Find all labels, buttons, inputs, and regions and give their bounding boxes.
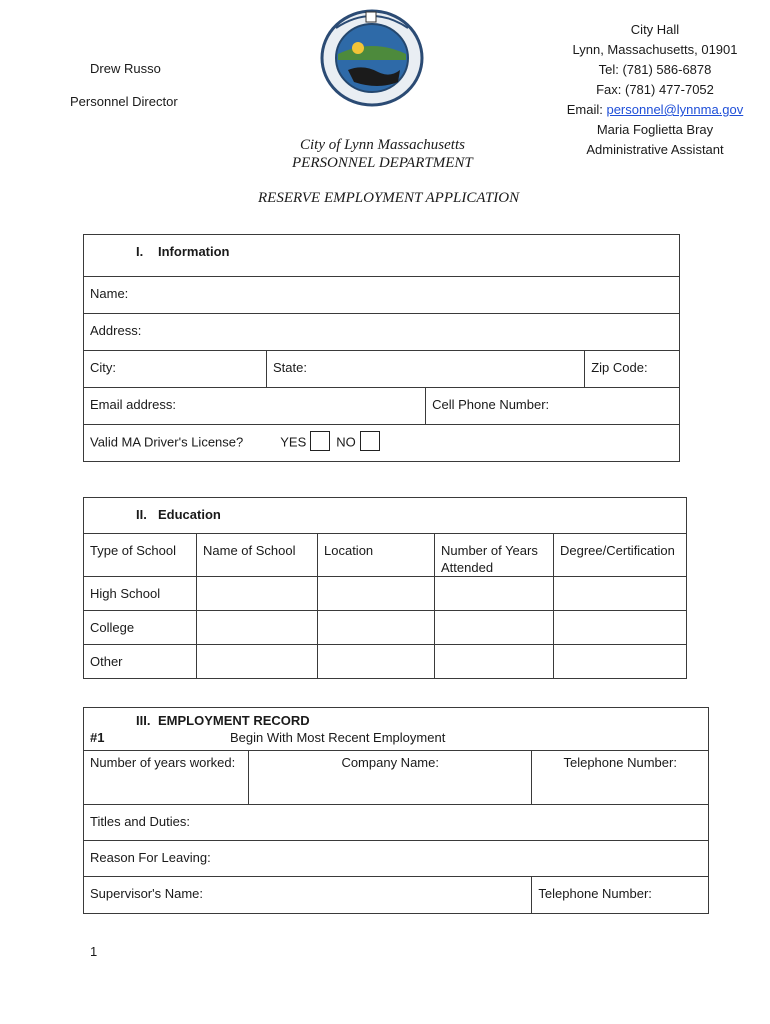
employment-section (83, 707, 709, 914)
cell-input[interactable] (554, 611, 687, 645)
information-section (83, 234, 680, 462)
assistant-title: Administrative Assistant (586, 142, 724, 157)
row-college: College (84, 611, 197, 645)
cell-input[interactable] (197, 645, 318, 679)
no-label: NO (336, 434, 356, 450)
section1-header: I. Information (84, 235, 680, 277)
cell-input[interactable] (435, 645, 554, 679)
table-row (84, 611, 687, 645)
supervisor-telephone-field[interactable]: Telephone Number: (532, 877, 709, 914)
cell-input[interactable] (318, 645, 435, 679)
cell-input[interactable] (197, 611, 318, 645)
cell-input[interactable] (197, 577, 318, 611)
company-name-field[interactable]: Company Name: (249, 751, 532, 805)
education-section (83, 497, 687, 679)
titles-duties-field[interactable]: Titles and Duties: (84, 805, 709, 841)
contact-email-row (560, 100, 750, 120)
telephone-field[interactable]: Telephone Number: (532, 751, 709, 805)
yes-label: YES (280, 434, 307, 450)
city-line: City of Lynn Massachusetts (300, 137, 465, 153)
col-location: Location (318, 534, 435, 577)
cell-input[interactable] (554, 577, 687, 611)
zip-field[interactable]: Zip Code: (585, 351, 680, 388)
row-high-school: High School (84, 577, 197, 611)
cell-phone-field[interactable]: Cell Phone Number: (426, 388, 680, 425)
col-degree: Degree/Certification (554, 534, 687, 577)
email-label: Email: (566, 102, 607, 117)
years-worked-field[interactable]: Number of years worked: (84, 751, 249, 805)
yes-checkbox[interactable] (310, 431, 330, 451)
address-field[interactable]: Address: (84, 314, 680, 351)
form-title: RESERVE EMPLOYMENT APPLICATION (258, 190, 520, 206)
assistant-name: Maria Foglietta Bray (596, 122, 714, 137)
supervisor-name-field[interactable]: Supervisor's Name: (84, 877, 532, 914)
contact-line2: Lynn, Massachusetts, 01901 (572, 42, 738, 57)
row-other: Other (84, 645, 197, 679)
cell-input[interactable] (435, 577, 554, 611)
page-number: 1 (90, 944, 98, 959)
section2-header: II. Education (84, 498, 687, 534)
cell-input[interactable] (318, 611, 435, 645)
contact-block (560, 20, 750, 160)
col-years-attended: Number of Years Attended (435, 534, 554, 577)
email-field[interactable]: Email address: (84, 388, 426, 425)
cell-input[interactable] (435, 611, 554, 645)
director-title: Personnel Director (70, 94, 178, 109)
instruction: Begin With Most Recent Employment (230, 730, 446, 745)
cell-input[interactable] (554, 645, 687, 679)
city-seal-logo (318, 8, 426, 108)
reason-leaving-field[interactable]: Reason For Leaving: (84, 841, 709, 877)
director-name: Drew Russo (90, 61, 161, 76)
license-row (84, 425, 680, 462)
department-line: PERSONNEL DEPARTMENT (292, 155, 473, 171)
state-field[interactable]: State: (267, 351, 585, 388)
entry-number: #1 (90, 730, 105, 745)
contact-tel: Tel: (781) 586-6878 (598, 62, 712, 77)
name-field[interactable]: Name: (84, 277, 680, 314)
col-type-of-school: Type of School (84, 534, 197, 577)
table-row (84, 577, 687, 611)
table-row (84, 645, 687, 679)
cell-input[interactable] (318, 577, 435, 611)
city-field[interactable]: City: (84, 351, 267, 388)
email-link[interactable]: personnel@lynnma.gov (606, 102, 744, 117)
contact-line1: City Hall (630, 22, 680, 37)
no-checkbox[interactable] (360, 431, 380, 451)
contact-fax: Fax: (781) 477-7052 (596, 82, 714, 97)
license-label: Valid MA Driver's License? (90, 434, 244, 450)
col-name-of-school: Name of School (197, 534, 318, 577)
section3-header: III. EMPLOYMENT RECORD #1 Begin With Most Recent Employment (84, 708, 709, 751)
